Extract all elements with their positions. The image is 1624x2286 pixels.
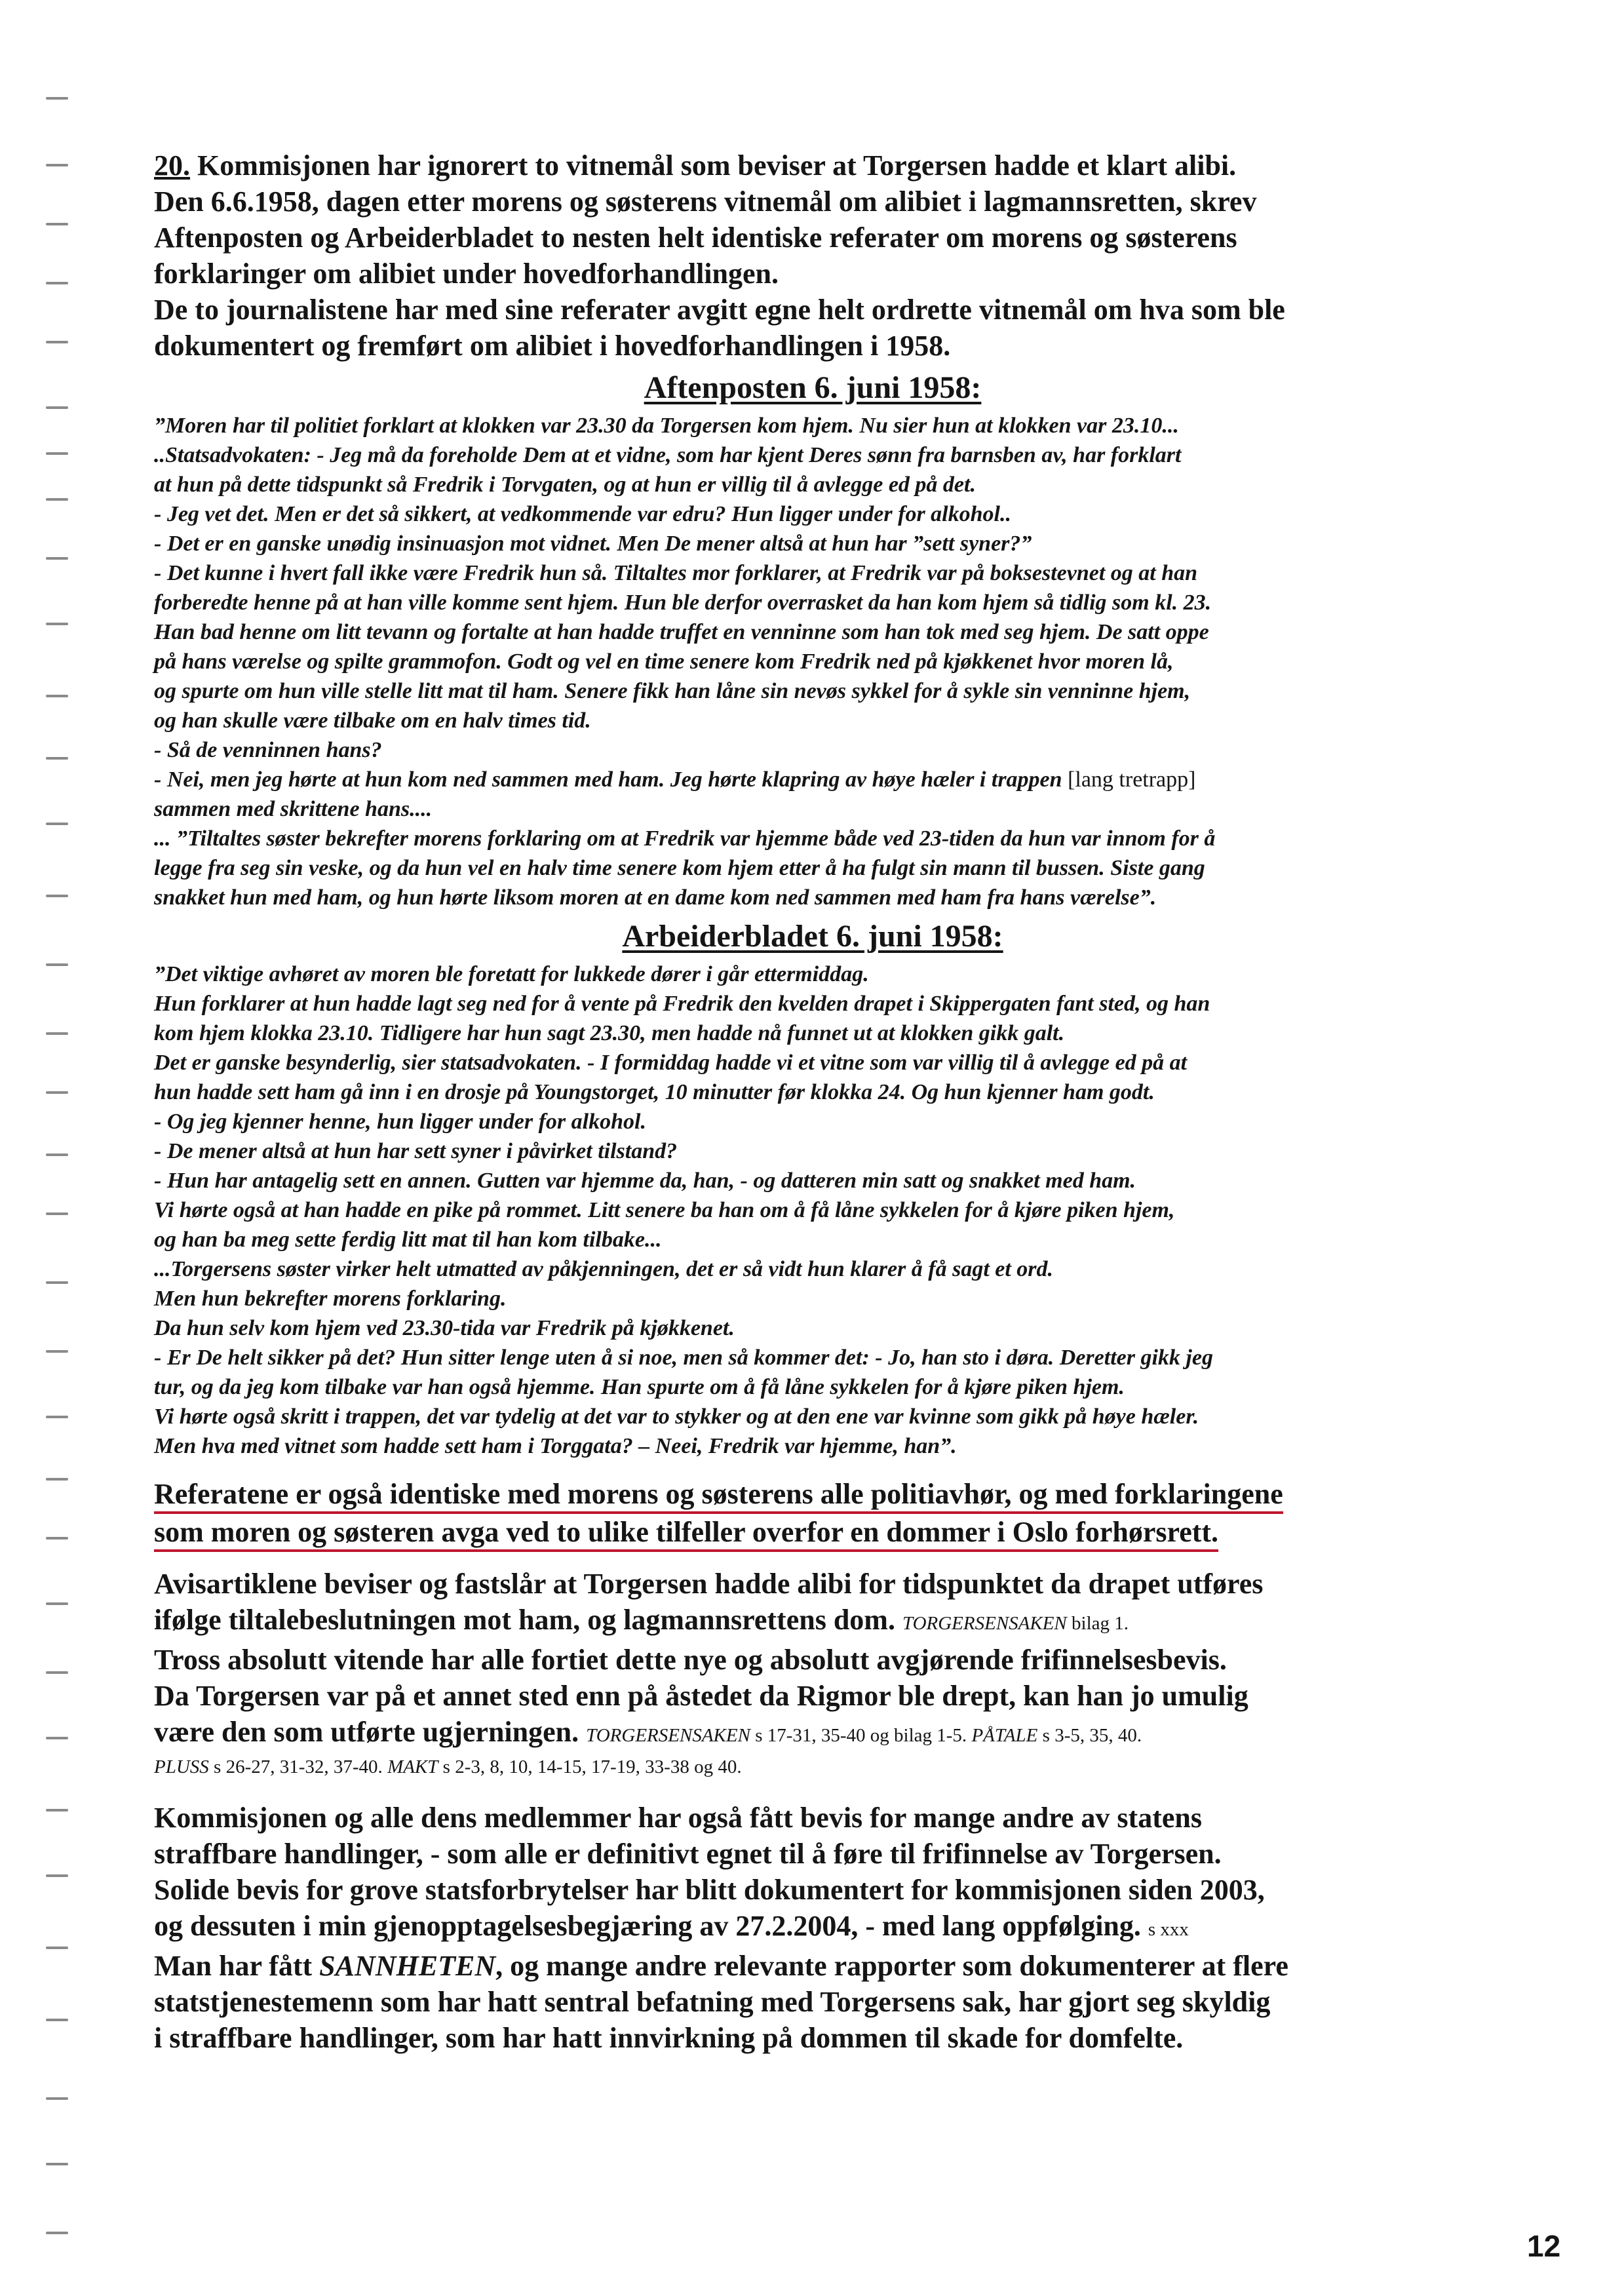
margin-tick xyxy=(46,1537,68,1540)
reference: s xxx xyxy=(1148,1919,1189,1940)
quote-line: Vi hørte også at han hadde en pike på rommet. Litt senere ba han om å få låne sykkelen for å kjøre piken hjem, xyxy=(154,1198,1175,1222)
quote-line: - Er De helt sikker på det? Hun sitter lenge uten å si noe, men så kommer det: - Jo, han sto i døra. Deretter gikk jeg xyxy=(154,1346,1213,1370)
margin-tick xyxy=(46,1212,68,1215)
quote-line: - Det er en ganske unødig insinuasjon mot vidnet. Men De mener altså at hun har ”sett syner?” xyxy=(154,532,1032,556)
margin-tick xyxy=(46,1478,68,1481)
margin-tick xyxy=(46,1032,68,1035)
margin-tick-marks xyxy=(46,0,72,2286)
margin-tick xyxy=(46,2019,68,2021)
margin-tick xyxy=(46,2232,68,2234)
reference: TORGERSENSAKEN s 17-31, 35-40 og bilag 1-5. PÅTALE s 3-5, 35, 40. xyxy=(586,1725,1142,1746)
margin-tick xyxy=(46,282,68,284)
quote-line: legge fra seg sin veske, og da hun vel en halv time senere kom hjem etter å ha fulgt sin mann til bussen. Siste gang xyxy=(154,856,1205,880)
page-number: 12 xyxy=(1527,2229,1561,2263)
body-line: være den som utførte ugjerningen. TORGERSENSAKEN s 17-31, 35-40 og bilag 1-5. PÅTALE s 3-5, 35, 40. xyxy=(154,1716,1142,1748)
quote-line: Det er ganske besynderlig, sier statsadvokaten. - I formiddag hadde vi et vitne som var villig til å avlegge ed på at xyxy=(154,1051,1188,1075)
quote-line: Hun forklarer at hun hadde lagt seg ned for å vente på Fredrik den kvelden drapet i Skippergaten fant sted, og han xyxy=(154,992,1210,1016)
intro-line: forklaringer om alibiet under hovedforhandlingen. xyxy=(154,258,779,290)
red-underlined-line: som moren og søsteren avga ved to ulike tilfeller overfor en dommer i Oslo forhørsrett. xyxy=(154,1513,1471,1551)
margin-tick xyxy=(46,963,68,966)
intro-line: dokumentert og fremført om alibiet i hovedforhandlingen i 1958. xyxy=(154,330,951,362)
margin-tick xyxy=(46,823,68,825)
quote-line: forberedte henne på at han ville komme sent hjem. Hun ble derfor overrasket da han kom hjem så tidlig som kl. 23. xyxy=(154,591,1212,615)
quote-line: og han ba meg sette ferdig litt mat til han kom tilbake... xyxy=(154,1228,662,1252)
quote-line: at hun på dette tidspunkt så Fredrik i Torvgaten, og at hun er villig til å avlegge ed på det. xyxy=(154,473,976,497)
emphasis: SANNHETEN xyxy=(319,1950,496,1982)
quote-line: og han skulle være tilbake om en halv times tid. xyxy=(154,708,591,733)
margin-tick xyxy=(46,895,68,897)
reference-line: PLUSS s 26-27, 31-32, 37-40. MAKT s 2-3, 8, 10, 14-15, 17-19, 33-38 og 40. xyxy=(154,1756,742,1777)
arbeiderbladet-heading: Arbeiderbladet 6. juni 1958: xyxy=(622,919,1003,954)
aftenposten-heading: Aftenposten 6. juni 1958: xyxy=(644,370,982,405)
avis-paragraph xyxy=(154,1566,1471,1780)
margin-tick xyxy=(46,1350,68,1353)
intro-line: Den 6.6.1958, dagen etter morens og søsterens vitnemål om alibiet i lagmannsretten, skrev xyxy=(154,185,1257,218)
quote-line: og spurte om hun ville stelle litt mat til ham. Senere fikk han låne sin nevøs sykkel for å sykle sin venninne hjem, xyxy=(154,679,1191,703)
quote-line: - Så de venninnen hans? xyxy=(154,738,382,762)
body-line: statstjenestemenn som har hatt sentral befatning med Torgersens sak, har gjort seg skyldig xyxy=(154,1986,1271,2018)
aftenposten-quote xyxy=(154,411,1471,912)
margin-tick xyxy=(46,1281,68,1284)
quote-line: sammen med skrittene hans.... xyxy=(154,797,433,821)
intro-line: 20. Kommisjonen har ignorert to vitnemål som beviser at Torgersen hadde et klart alibi. xyxy=(154,149,1237,182)
spacer xyxy=(154,1551,1471,1566)
body-line: Kommisjonen og alle dens medlemmer har også fått bevis for mange andre av statens xyxy=(154,1802,1202,1834)
margin-tick xyxy=(46,97,68,100)
quote-line: - Og jeg kjenner henne, hun ligger under for alkohol. xyxy=(154,1110,646,1134)
body-line: Tross absolutt vitende har alle fortiet dette nye og absolutt avgjørende frifinnelsesbevis. xyxy=(154,1644,1227,1676)
quote-line: kom hjem klokka 23.10. Tidligere har hun sagt 23.30, men hadde nå funnet ut at klokken gikk galt. xyxy=(154,1021,1065,1045)
red-underlined-line: Referatene er også identiske med morens og søsterens alle politiavhør, og med forklaringene xyxy=(154,1475,1471,1513)
spacer xyxy=(154,1461,1471,1475)
margin-tick xyxy=(46,1091,68,1094)
body-line: Man har fått SANNHETEN, og mange andre relevante rapporter som dokumenterer at flere xyxy=(154,1950,1288,1982)
quote-line: - Det kunne i hvert fall ikke være Fredrik hun så. Tiltaltes mor forklarer, at Fredrik var på boksestevnet og at han xyxy=(154,561,1198,585)
margin-tick xyxy=(46,1153,68,1156)
quote-line: Men hun bekrefter morens forklaring. xyxy=(154,1287,507,1311)
margin-tick xyxy=(46,1602,68,1605)
body-line: ifølge tiltalebeslutningen mot ham, og lagmannsrettens dom. TORGERSENSAKEN bilag 1. xyxy=(154,1604,1129,1636)
editor-note: [lang tretrapp] xyxy=(1068,767,1196,792)
margin-tick xyxy=(46,1737,68,1739)
margin-tick xyxy=(46,341,68,343)
quote-line: Men hva med vitnet som hadde sett ham i Torggata? – Neei, Fredrik var hjemme, han”. xyxy=(154,1434,957,1458)
intro-line: De to journalistene har med sine referater avgitt egne helt ordrette vitnemål om hva som ble xyxy=(154,294,1285,326)
quote-line: ”Moren har til politiet forklart at klokken var 23.30 da Torgersen kom hjem. Nu sier hun at klokken var 23.10... xyxy=(154,414,1179,438)
body-line: Da Torgersen var på et annet sted enn på åstedet da Rigmor ble drept, kan han jo umulig xyxy=(154,1680,1248,1712)
margin-tick xyxy=(46,623,68,625)
quote-line: snakket hun med ham, og hun hørte liksom moren at en dame kom ned sammen med ham fra hans værelse”. xyxy=(154,885,1157,910)
quote-line: - Jeg vet det. Men er det så sikkert, at vedkommende var edru? Hun ligger under for alkohol.. xyxy=(154,502,1011,526)
quote-line: - De mener altså at hun har sett syner i påvirket tilstand? xyxy=(154,1139,678,1163)
margin-tick xyxy=(46,2163,68,2165)
margin-tick xyxy=(46,557,68,560)
referat-paragraph xyxy=(154,1475,1471,1551)
section-number: 20. xyxy=(154,149,190,182)
quote-line: Han bad henne om litt tevann og fortalte at han hadde truffet en venninne som han tok med seg hjem. De satt oppe xyxy=(154,620,1209,644)
margin-tick xyxy=(46,1671,68,1674)
margin-tick xyxy=(46,223,68,225)
margin-tick xyxy=(46,1874,68,1877)
document-body xyxy=(154,147,1471,2056)
reference: TORGERSENSAKEN bilag 1. xyxy=(902,1613,1129,1634)
margin-tick xyxy=(46,695,68,697)
quote-line: ... ”Tiltaltes søster bekrefter morens forklaring om at Fredrik var hjemme både ved 23-tiden da hun var innom for å xyxy=(154,826,1216,851)
margin-tick xyxy=(46,2097,68,2100)
arbeiderbladet-quote xyxy=(154,959,1471,1461)
intro-paragraph xyxy=(154,147,1471,364)
margin-tick xyxy=(46,164,68,166)
quote-line: hun hadde sett ham gå inn i en drosje på Youngstorget, 10 minutter før klokka 24. Og hun kjenner ham godt. xyxy=(154,1080,1155,1104)
konklusjon-paragraph xyxy=(154,1800,1471,2056)
quote-line: tur, og da jeg kom tilbake var han også hjemme. Han spurte om å få låne sykkelen for å kjøre piken hjem. xyxy=(154,1375,1125,1399)
margin-tick xyxy=(46,757,68,760)
body-line: i straffbare handlinger, som har hatt innvirkning på dommen til skade for domfelte. xyxy=(154,2022,1184,2054)
quote-line: ...Torgersens søster virker helt utmatted av påkjenningen, det er så vidt hun klarer å få sagt et ord. xyxy=(154,1257,1054,1281)
body-line: Avisartiklene beviser og fastslår at Torgersen hadde alibi for tidspunktet da drapet utføres xyxy=(154,1568,1264,1600)
spacer xyxy=(154,1780,1471,1800)
intro-line: Aftenposten og Arbeiderbladet to nesten helt identiske referater om morens og søsterens xyxy=(154,222,1237,254)
quote-line: - Hun har antagelig sett en annen. Gutten var hjemme da, han, - og datteren min satt og snakket med ham. xyxy=(154,1169,1136,1193)
body-line: og dessuten i min gjenopptagelsesbegjæring av 27.2.2004, - med lang oppfølging. s xxx xyxy=(154,1910,1189,1942)
quote-line: ”Det viktige avhøret av moren ble foretatt for lukkede dører i går ettermiddag. xyxy=(154,962,869,986)
margin-tick xyxy=(46,406,68,409)
margin-tick xyxy=(46,452,68,455)
margin-tick xyxy=(46,1809,68,1811)
quote-line: på hans værelse og spilte grammofon. Godt og vel en time senere kom Fredrik ned på kjøkkenet hvor moren lå, xyxy=(154,649,1174,674)
margin-tick xyxy=(46,1416,68,1418)
quote-line: Da hun selv kom hjem ved 23.30-tida var Fredrik på kjøkkenet. xyxy=(154,1316,735,1340)
margin-tick xyxy=(46,1947,68,1949)
body-line: Solide bevis for grove statsforbrytelser har blitt dokumentert for kommisjonen siden 2003, xyxy=(154,1874,1265,1906)
quote-line: Vi hørte også skritt i trappen, det var tydelig at det var to stykker og at den ene var kvinne som gikk på høye hæler. xyxy=(154,1405,1199,1429)
quote-line: - Nei, men jeg hørte at hun kom ned sammen med ham. Jeg hørte klapring av høye hæler i trappen [lang tretrapp] xyxy=(154,767,1196,792)
quote-line: ..Statsadvokaten: - Jeg må da foreholde Dem at et vidne, som har kjent Deres sønn fra barnsben av, har forklart xyxy=(154,443,1182,467)
margin-tick xyxy=(46,498,68,501)
body-line: straffbare handlinger, - som alle er definitivt egnet til å føre til frifinnelse av Torgersen. xyxy=(154,1838,1222,1870)
